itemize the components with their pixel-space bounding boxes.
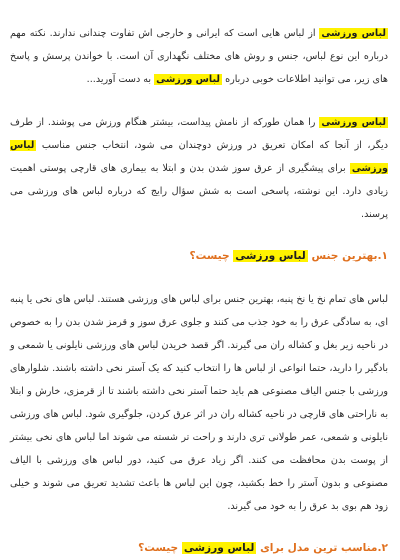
keyword-highlight: لباس ورزشی: [183, 542, 255, 554]
keyword-highlight: لباس ورزشی: [321, 117, 386, 128]
intro-text: از لباس هایی است که ایرانی و خارجی اش تفاوت چندانی ندارند. نکته مهم درباره این نوع لباس، جنس و روش های مختلف نگهداری آن است. با خواندن پرسش و پاسخ های زیر، می توانید اطلاعات خوبی درباره: [10, 28, 388, 85]
section-heading-1: [10, 244, 388, 268]
second-paragraph-text-end: برای پیشگیری از عرق سوز شدن بدن و ابتلا به بیماری های قارچی پوستی اهمیت زیادی دارد. این نوشته، پاسخی است به شش سؤال رایج که درباره لباس های ورزشی می پرسند.: [10, 163, 388, 220]
heading-prefix: ۲.مناسب ترین مدل برای: [256, 542, 388, 554]
spacer: [10, 91, 388, 111]
section-heading-2: [10, 536, 388, 560]
third-paragraph: لباس های تمام نخ یا نخ پنبه، بهترین جنس برای لباس های ورزشی هستند. لباس های نخی یا پنبه ای، به سادگی عرق را به خود جذب می کنند و جلوی عرق سوز و قرمز شدن بدن را به خصوص در ناحیه زیر بغل و کشاله ران می گیرند. اگر قصد خریدن لباس های ورزشی نایلونی یا شمعی و بادگیر را دارید، حتما انواعی از لباس ها را انتخاب کنید که یک آستر نخی داشته باشند. شلوارهای ورزشی با جنس الیاف مصنوعی هم باید حتما آستر نخی داشته باشند تا از قرمزی، خارش و ابتلا به ناراحتی های قارچی در ناحیه کشاله ران در اثر عرق کردن، جلوگیری شود. لباس های ورزشی نایلونی و شمعی، عمر طولانی تری دارند و راحت تر شسته می شوند اما لباس های نخی بیشتر از پوست بدن محافظت می کنند. اگر زیاد عرق می کنید، دور لباس های ورزشی با الیاف مصنوعی و بدون آستر را خط بکشید، چون این لباس ها باعث تشدید تعریق می شوند و خیلی زود هم بوی بد عرق را به خود می گیرند.: [10, 294, 388, 512]
second-paragraph-text: را همان طورکه از نامش پیداست، بیشتر هنگام ورزش می پوشند. از طرف دیگر، از آنجا که امکان تعریق در ورزش دوچندان می شود، انتخاب جنس مناسب: [10, 117, 388, 151]
keyword-highlight: لباس ورزشی: [156, 74, 221, 85]
heading-suffix: چیست؟: [189, 250, 234, 262]
spacer: [10, 518, 388, 536]
heading-prefix: ۱.بهترین جنس: [307, 250, 388, 262]
keyword-highlight: لباس ورزشی: [321, 28, 386, 39]
spacer: [10, 226, 388, 244]
heading-suffix: چیست؟: [138, 542, 182, 554]
keyword-highlight: لباس ورزشی: [10, 140, 388, 174]
intro-text-end: به دست آورید...: [86, 74, 155, 85]
spacer: [10, 268, 388, 288]
top-spacer: [10, 6, 388, 22]
intro-paragraph: [10, 22, 388, 91]
keyword-highlight: لباس ورزشی: [235, 250, 306, 262]
second-paragraph: [10, 111, 388, 226]
